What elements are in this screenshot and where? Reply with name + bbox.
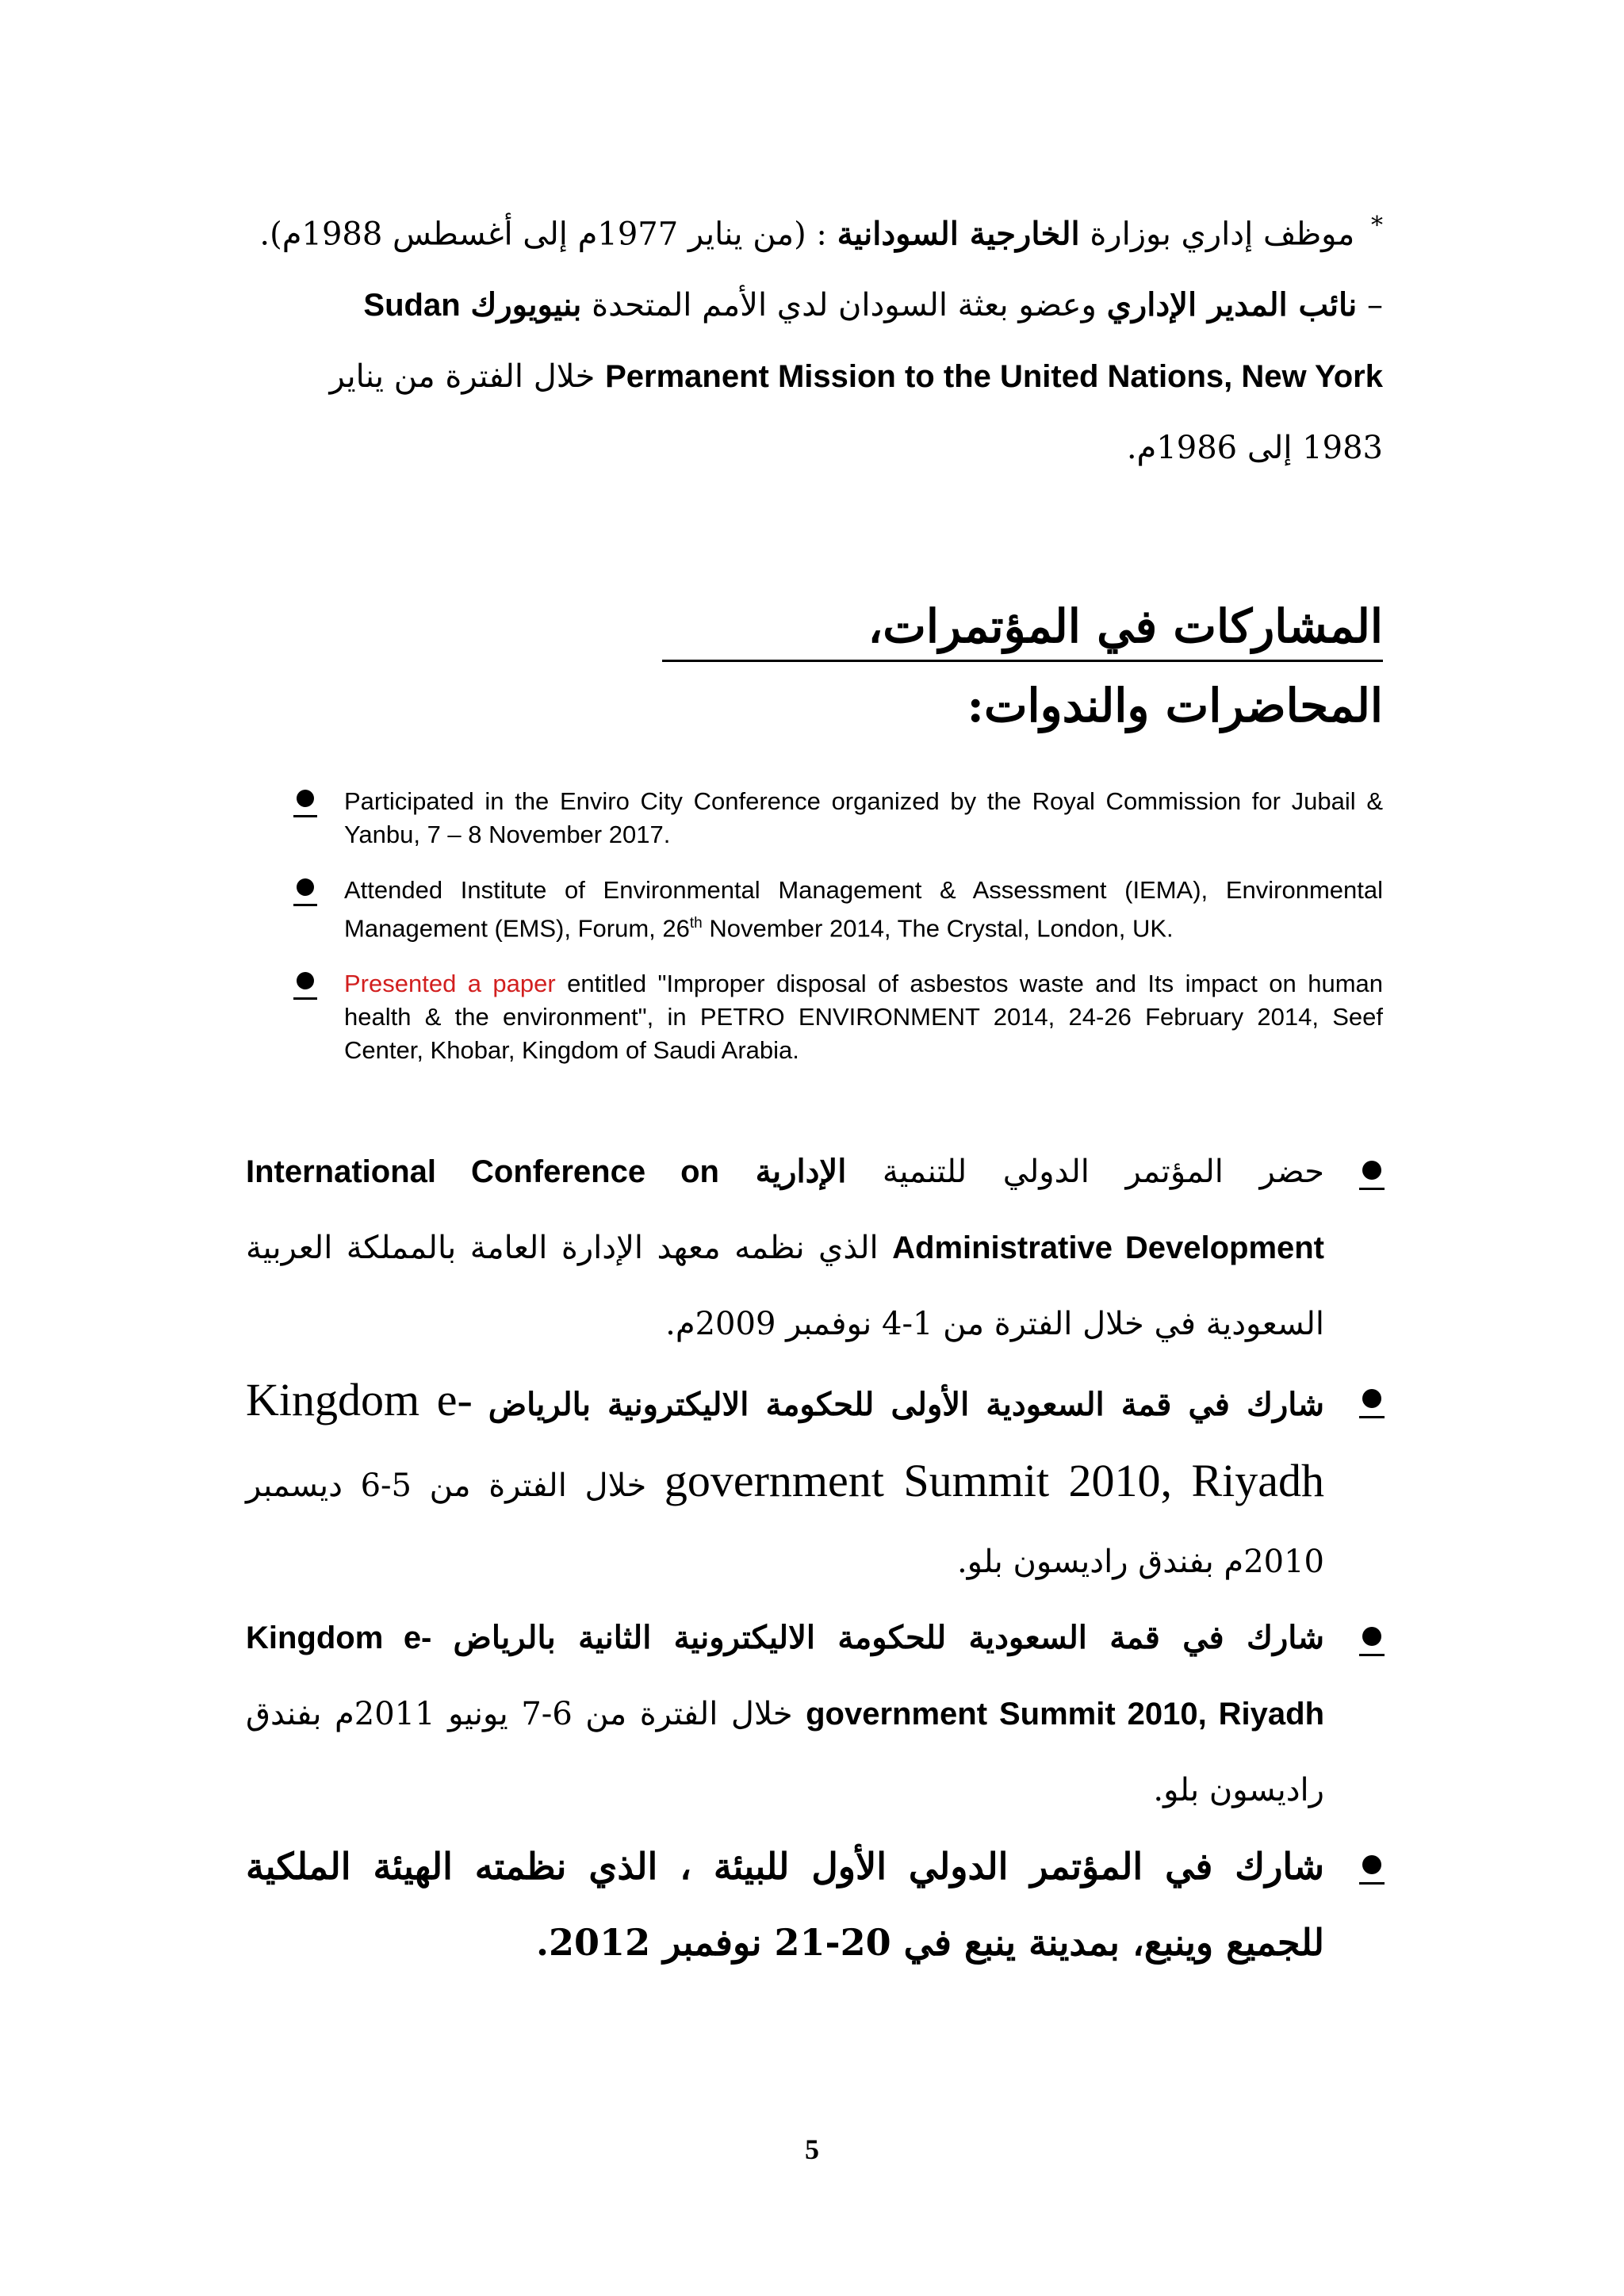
bullet-icon xyxy=(1362,1627,1381,1646)
list-item xyxy=(246,1828,1388,1980)
item-text: entitled "Improper disposal of asbestos waste and Its impact on human health & the environment", in PETRO ENVIRONMENT 2014, 24-26 February 2014, Seef Center, Khobar, Kingdom of Saudi Arabia. xyxy=(344,970,1383,1065)
employment-line-4 xyxy=(246,412,1383,484)
highlighted-text: Presented a paper xyxy=(344,970,556,998)
sudan-label: Sudan xyxy=(363,288,461,323)
bullet-icon xyxy=(297,790,314,807)
item-text-continued: خلال الفترة من 6-7 يونيو 2011م بفندق راديسون بلو. xyxy=(246,1696,1324,1808)
conference-name-english-2: Administrative Development xyxy=(892,1230,1325,1265)
english-conference-list xyxy=(293,785,1383,1089)
employment-section xyxy=(246,190,1383,484)
conference-name-english: International Conference on xyxy=(246,1154,719,1189)
page-number: 5 xyxy=(805,2133,819,2165)
bullet-icon xyxy=(1362,1161,1381,1180)
list-item xyxy=(293,874,1383,945)
employment-line-2 xyxy=(246,270,1383,341)
employment-dates: : (من يناير 1977م إلى أغسطس 1988م). xyxy=(259,216,827,253)
item-text-continued: الذي نظمه معهد الإدارة العامة بالمملكة العربية السعودية في خلال الفترة من 1-4 نوفمبر 2009م. xyxy=(246,1230,1324,1342)
mission-description: وعضو بعثة السودان لدي الأمم المتحدة xyxy=(592,287,1097,324)
mission-period: خلال الفترة من يناير xyxy=(329,358,596,396)
item-text-continued: November 2014, The Crystal, London, UK. xyxy=(702,914,1174,943)
mission-name-english: Permanent Mission to the United Nations, New York xyxy=(605,359,1383,395)
item-text: Participated in the Enviro City Conference organized by the Royal Commission for Jubail & Yanbu, 7 – 8 November 2017. xyxy=(344,787,1383,848)
arabic-conference-list xyxy=(246,1134,1388,1980)
list-item xyxy=(293,785,1383,851)
list-item xyxy=(246,1362,1388,1600)
section-heading: المشاركات في المؤتمرات، المحاضرات والندوات: xyxy=(868,599,1383,733)
city-name: بنيويورك xyxy=(470,286,582,324)
asterisk-marker: * xyxy=(1371,212,1383,239)
item-text: شارك في المؤتمر الدولي الأول للبيئة ، الذي نظمته الهيئة الملكية للجميع وينبع، بمدينة ينبع في 20-21 نوفمبر 2012. xyxy=(246,1845,1324,1964)
dash-marker: – xyxy=(1367,287,1383,324)
item-text: حضر المؤتمر الدولي للتنمية xyxy=(882,1154,1324,1190)
ministry-name: الخارجية السودانية xyxy=(837,215,1080,253)
bullet-icon xyxy=(1362,1855,1381,1874)
item-text-bold: الإدارية xyxy=(755,1153,847,1190)
employment-line-3 xyxy=(246,341,1383,412)
employment-prefix: موظف إداري بوزارة xyxy=(1090,216,1355,253)
item-text-continued: خلال الفترة من 5-6 ديسمبر 2010م بفندق راديسون بلو. xyxy=(246,1468,1324,1580)
list-item xyxy=(246,1134,1388,1362)
list-item xyxy=(246,1600,1388,1828)
ordinal-suffix: th xyxy=(689,915,703,932)
summit-name-english: Kingdom e-government Summit 2010, Riyadh xyxy=(246,1374,1325,1506)
bullet-icon xyxy=(297,972,314,989)
deputy-title: نائب المدير الإداري xyxy=(1106,286,1358,324)
item-text: Attended Institute of Environmental Management & Assessment (IEMA), Environmental Management (EMS), Forum, 26 xyxy=(344,876,1383,943)
summit-name-english: Kingdom e-government Summit 2010, Riyadh xyxy=(246,1621,1325,1732)
bullet-icon xyxy=(1362,1389,1381,1408)
heading-underline xyxy=(662,660,1383,662)
bullet-icon xyxy=(297,878,314,896)
list-item xyxy=(293,967,1383,1067)
employment-line-1 xyxy=(246,190,1383,270)
mission-years: 1983 إلى 1986م. xyxy=(1126,430,1383,467)
item-text: شارك في قمة السعودية للحكومة الاليكترونية الثانية بالرياض xyxy=(453,1619,1324,1656)
item-text: شارك في قمة السعودية الأولى للحكومة الاليكترونية بالرياض xyxy=(488,1386,1324,1423)
